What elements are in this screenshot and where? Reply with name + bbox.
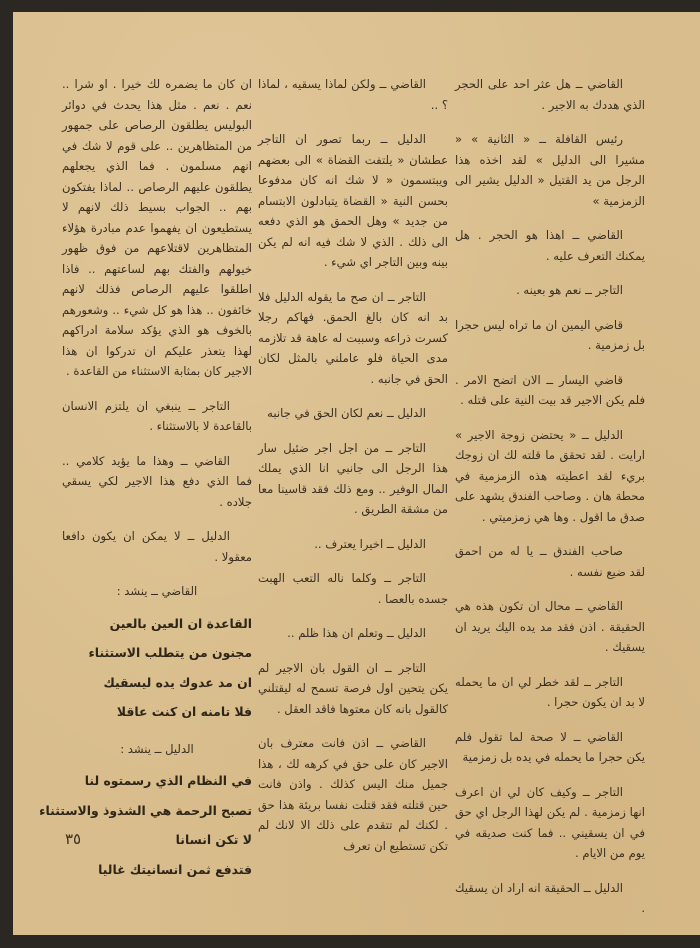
column-right — [455, 74, 645, 933]
verse-line: في النظام الذي رسمتوه لنا — [84, 773, 252, 788]
column-middle — [258, 74, 448, 870]
dialogue-paragraph: التاجر ــ من اجل اجر ضئيل سار هذا الرجل الى جانبي انا الذي يملك المال الوفير .. ومع ذلك فقد قاسينا معا من مشقة الطريق . — [258, 440, 448, 516]
dialogue-paragraph: الدليل ــ لا يمكن ان يكون دافعا معقولا . — [62, 529, 252, 564]
dialogue-paragraph: القاضي ــ محال ان تكون هذه هي الحقيقة . اذن فقد مد يده اليك يريد ان يسقيك . — [455, 599, 645, 654]
verse-line: القاعدة ان العين بالعين — [109, 615, 252, 631]
column-left — [39, 74, 252, 889]
verse-line: مجنون من يتطلب الاستثناء — [88, 645, 252, 660]
song-cue: القاضي ــ ينشد : — [116, 584, 198, 598]
dialogue-paragraph: القاضي ــ اهذا هو الحجر . هل يمكنك التعرف عليه . — [455, 228, 645, 263]
dialogue-paragraph: القاضي ــ هل عثر احد على الحجر الذي هددك به الاجير . — [455, 77, 645, 112]
verse-line: ان مد عدوك يده ليسقيك — [103, 674, 252, 690]
dialogue-paragraph: رئيس القافلة ــ « الثانية » « مشيرا الى الدليل » لقد اخذه هذا الرجل من يد القتيل « الدليل يشير الى الزمزمية » — [455, 132, 645, 208]
dialogue-paragraph: التاجر ــ ينبغي ان يلتزم الانسان بالقاعدة لا بالاستثناء . — [62, 398, 252, 433]
dialogue-paragraph: الدليل ــ « يحتضن زوجة الاجير » ارايت . لقد تحقق ما قلته لك ان زوجك بريء لقد اعطيته هذه الزمزمية في محطة هان . وصاحب الفندق يشهد على صدق ما اقول . وها هي زمزميتي . — [455, 427, 645, 524]
dialogue-paragraph: التاجر ــ وكيف كان لي ان اعرف انها زمزمية . لم يكن لهذا الرجل اي حق في ان يسقيني .. فما كنت صديقه في يوم من الايام . — [455, 784, 645, 860]
dialogue-paragraph: الدليل ــ وتعلم ان هذا ظلم .. — [287, 626, 426, 640]
dialogue-paragraph: صاحب الفندق ــ يا له من احمق لقد ضيع نفسه . — [455, 544, 645, 579]
dialogue-paragraph: التاجر ــ ان القول بان الاجير لم يكن يتحين اول فرصة تسمح له ليقتلني كالقول بانه كان معتوها فاقد العقل . — [258, 660, 448, 716]
dialogue-paragraph: القاضي ــ ولكن لماذا يسقيه ، لماذا ؟ .. — [258, 77, 448, 112]
verse-line: لا تكن انسانا — [175, 832, 252, 847]
scanned-page — [13, 12, 700, 935]
page-number: ٣٥ — [65, 830, 82, 848]
dialogue-paragraph: التاجر ــ لقد خطر لي ان ما يحمله لا بد ان يكون حجرا . — [455, 674, 645, 709]
dialogue-paragraph: القاضي ــ اذن فانت معترف بان الاجير كان على حق في كرهه لك ، هذا جميل منك اليس كذلك . واذن فانت حين قتلته فقد قتلت نفسا بريئة هذا حق . لكنك لم تتقدم على ذلك الا لانك لم تكن تستطيع ان تعرف — [258, 736, 448, 853]
verse-line: فلا تامنه ان كنت عاقلا — [116, 704, 252, 719]
dialogue-paragraph: التاجر ــ ان صح ما يقوله الدليل فلا بد انه كان بالغ الحمق. فهاكم رجلا كسرت ذراعه وسببت له عاهة قد تلازمه مدى الحياة فلو عاملني بالمثل لكان الحق في جانبه . — [258, 289, 448, 386]
dialogue-paragraph: الدليل ــ الحقيقة انه اراد ان يسقيك . — [455, 880, 645, 915]
dialogue-paragraph: التاجر ــ نعم هو بعينه . — [516, 283, 623, 297]
prose-continuation: ان كان ما يضمره لك خيرا . او شرا .. نعم . نعم . مثل هذا يحدث في دوائر البوليس يطلقون الرصاص على جمهور من المتظاهرين .. على قوم لا شك في انهم مسلمون . فما الذي يجعلهم يطلقون عليهم الرصاص .. لماذا يفتكون بهم .. الجواب بسيط ذلك لانهم لا يستطيعون ان يفهموا عدم مبادرة هؤلاء المتظاهرين لاقتلاعهم من فوق ظهور خيولهم والفتك بهم لساعتهم .. فاذا اطلقوا عليهم الرصاص فذلك لانهم خائفون .. هذا هو كل شيء .. وشعورهم بالخوف هو الذي يؤكد سلامة ادراكهم لهذا يتعذر عليكم ان تدركوا ان هذا الاجير كان بمثابة الاستثناء من القاعدة . — [62, 77, 252, 378]
song-cue: الدليل ــ ينشد : — [120, 741, 194, 756]
dialogue-paragraph: قاضي اليمين ان ما تراه ليس حجرا بل زمزمية . — [455, 317, 645, 352]
dialogue-paragraph: الدليل ــ نعم لكان الحق في جانبه — [267, 406, 426, 420]
dialogue-paragraph: القاضي ــ وهذا ما يؤيد كلامي .. فما الذي دفع هذا الاجير لكي يسقي جلاده . — [62, 453, 252, 509]
dialogue-paragraph: الدليل ــ اخيرا يعترف .. — [314, 536, 426, 551]
dialogue-paragraph: التاجر ــ وكلما ناله التعب الهبت جسده بالعصا . — [258, 571, 448, 606]
dialogue-paragraph: القاضي ــ لا صحة لما تقول فلم يكن حجرا ما يحمله في يده بل زمزمية — [455, 729, 645, 764]
dialogue-paragraph: الدليل ــ ربما تصور ان التاجر عطشان « يلتفت القضاة » الى بعضهم ويبتسمون « لا شك انه كان مدفوعا بحسن النية « القضاة يتبادلون الابتسام من جديد » وهل الحمق هو الذي دفعه الى ذلك . الذي لا شك فيه انه لم يكن بينه وبين التاجر اي شيء . — [258, 132, 448, 269]
dialogue-paragraph: قاضي اليسار ــ الان اتضح الامر . فلم يكن الاجير قد بيت النية على قتله . — [455, 372, 645, 407]
verse-line: فتدفع ثمن انسانيتك غاليا — [98, 861, 252, 877]
verse-line: تصبح الرحمة هي الشذوذ والاستثناء — [39, 802, 252, 818]
